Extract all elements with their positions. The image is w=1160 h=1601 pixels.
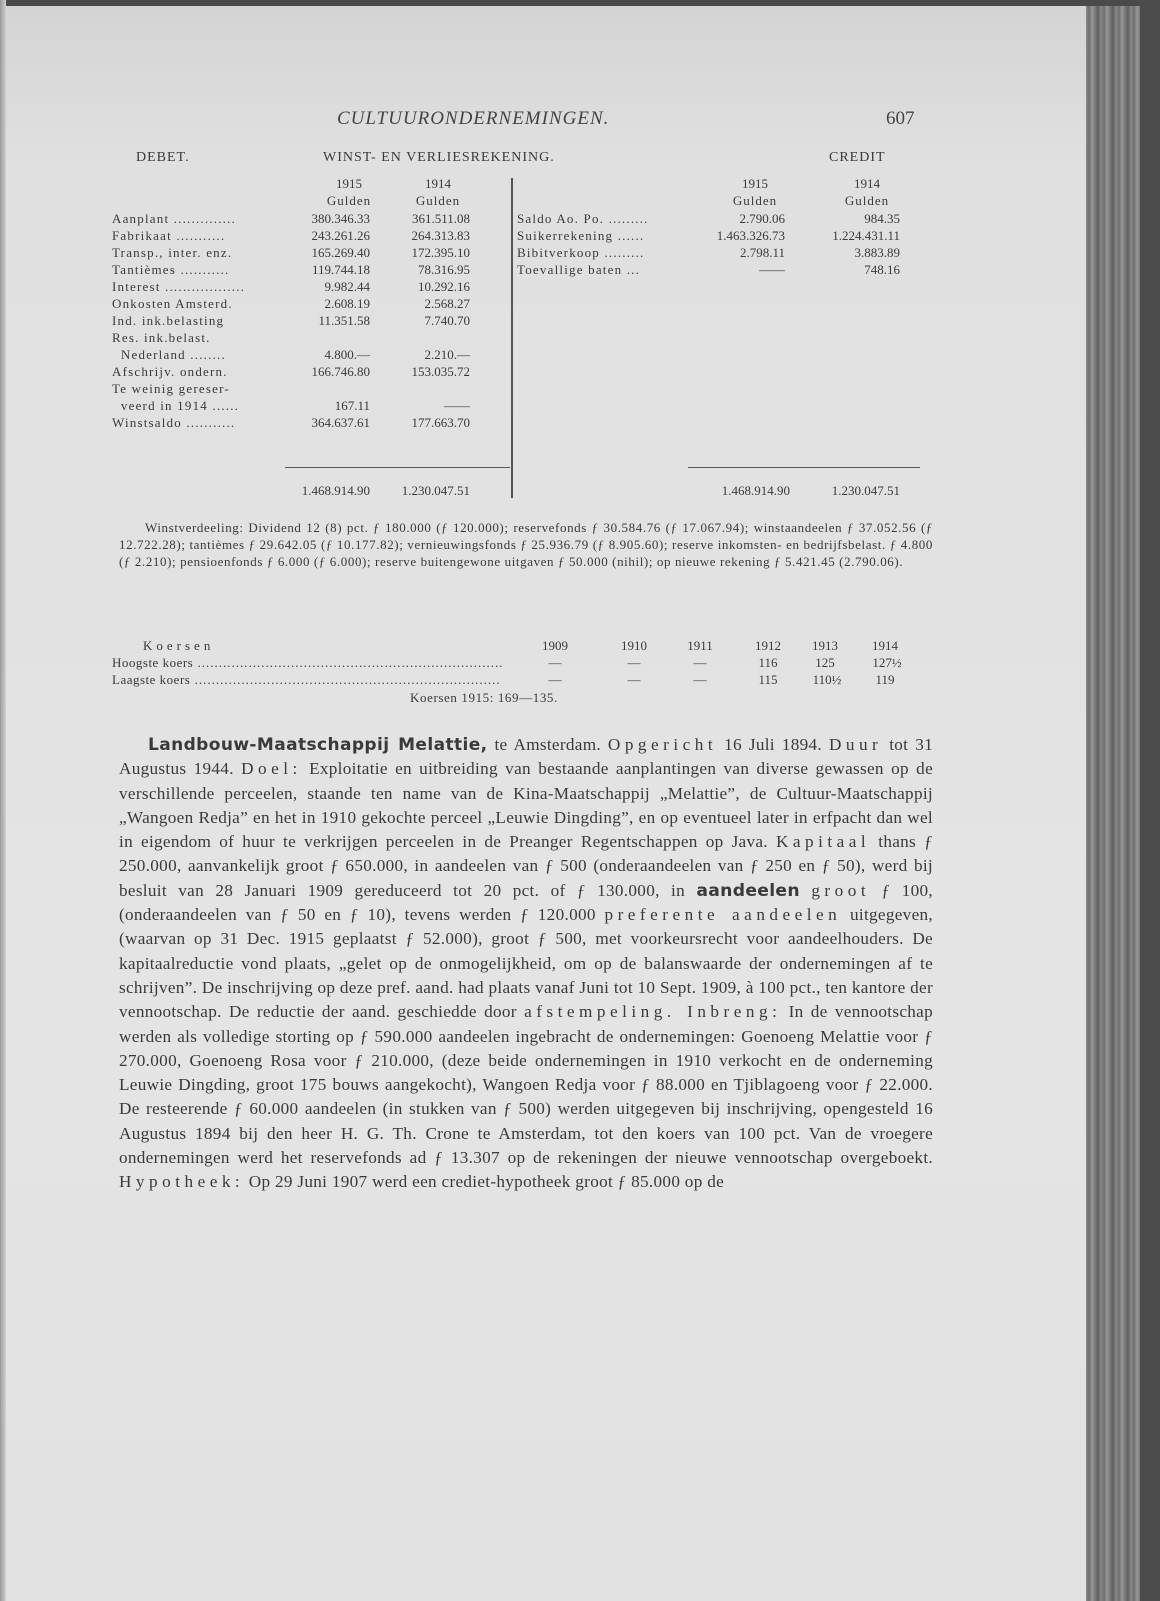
bold-aandeelen: aandeelen <box>696 880 800 901</box>
debet-currency-1915: Gulden <box>326 193 372 208</box>
credit-row-1915: —— <box>759 262 785 277</box>
section-label-opgericht: Opgericht <box>607 735 718 754</box>
koersen-row-label: Hoogste koers ........................................................................ <box>112 655 504 670</box>
credit-total-rule <box>688 467 920 468</box>
debet-row-1914: 361.511.08 <box>411 211 470 226</box>
debet-row-1915: 167.11 <box>334 398 370 413</box>
koersen-low-value: 115 <box>758 672 778 687</box>
debet-year-1915: 1915 <box>336 176 362 191</box>
debet-row-1914: 264.313.83 <box>411 228 470 243</box>
company-name: Landbouw-Maatschappij Melattie, <box>148 735 488 755</box>
debet-total-1915: 1.468.914.90 <box>301 483 370 498</box>
debet-row-label: Transp., inter. enz. <box>112 245 233 260</box>
debet-row-label: Nederland ........ <box>112 347 226 362</box>
debet-row-label: Res. ink.belast. <box>112 330 211 345</box>
debet-row-1914: 2.210.— <box>424 347 470 362</box>
koersen-year: 1910 <box>621 638 647 653</box>
debet-row-1915: 166.746.80 <box>311 364 370 379</box>
debet-row-1915: 165.269.40 <box>311 245 370 260</box>
debet-row-1914: 7.740.70 <box>424 313 470 328</box>
koersen-year: 1911 <box>687 638 713 653</box>
credit-row-1914: 1.224.431.11 <box>832 228 900 243</box>
profit-distribution-text: Winstverdeeling: Dividend 12 (8) pct. ƒ 180.000 (ƒ 120.000); reservefonds ƒ 30.584.76 (ƒ 17.067.94); winstaandeelen ƒ 37.052.56 (ƒ 12.722.28); tantièmes ƒ 29.642.05 (ƒ 10.177.82); vernieuwingsfonds ƒ 25.936.79 (ƒ 8.905.60); reserve inkomsten- en bedrijfsbelast. ƒ 4.800 (ƒ 2.210); pensioenfonds ƒ 6.000 (ƒ 6.000); reserve buitengewone uitgaven ƒ 50.000 (nihil); op nieuwe rekening ƒ 5.421.45 (2.790.06). <box>119 520 933 569</box>
koersen-low-value: — <box>627 672 641 687</box>
koersen-year: 1913 <box>812 638 838 653</box>
debet-row-label: Winstsaldo ........... <box>112 415 236 430</box>
account-title: WINST- EN VERLIESREKENING. <box>323 150 555 165</box>
credit-row-1915: 1.463.326.73 <box>716 228 785 243</box>
koersen-year: 1914 <box>872 638 898 653</box>
debet-total-rule <box>285 467 510 468</box>
credit-row-label: Toevallige baten ... <box>517 262 641 277</box>
debet-row-label: Te weinig gereser- <box>112 381 230 396</box>
credit-currency-1915: Gulden <box>732 193 778 208</box>
credit-total-1915: 1.468.914.90 <box>721 483 790 498</box>
debet-row-label: Fabrikaat ........... <box>112 228 226 243</box>
credit-year-1914: 1914 <box>854 176 880 191</box>
spaced-groot: groot <box>811 880 871 900</box>
credit-row-1915: 2.798.11 <box>739 245 785 260</box>
koersen-high-value: — <box>627 655 641 670</box>
koersen-high-value: — <box>548 655 562 670</box>
credit-label: CREDIT <box>829 150 886 165</box>
credit-row-label: Suikerrekening ...... <box>517 228 645 243</box>
koersen-title: Koersen <box>143 638 215 653</box>
koersen-low-value: — <box>693 672 707 687</box>
koersen-high-value: 116 <box>758 655 778 670</box>
koersen-high-value: — <box>693 655 707 670</box>
debet-row-label: Ind. ink.belasting <box>112 313 225 328</box>
debet-currency-1914: Gulden <box>415 193 461 208</box>
company-entry <box>119 733 933 1195</box>
koersen-low-value: 119 <box>875 672 895 687</box>
debet-row-1915: 119.744.18 <box>311 262 370 277</box>
debet-row-1915: 2.608.19 <box>324 296 370 311</box>
debet-row-label: Afschrijv. ondern. <box>112 364 228 379</box>
credit-total-1914: 1.230.047.51 <box>831 483 900 498</box>
account-divider <box>511 178 513 498</box>
debet-row-label: Tantièmes ........... <box>112 262 230 277</box>
debet-row-1915: 380.346.33 <box>311 211 370 226</box>
debet-row-label: Aanplant .............. <box>112 211 237 226</box>
debet-row-1915: 9.982.44 <box>324 279 370 294</box>
debet-row-1915: 243.261.26 <box>311 228 370 243</box>
koersen-high-value: 127½ <box>872 655 902 670</box>
profit-distribution <box>119 520 933 570</box>
credit-row-1915: 2.790.06 <box>739 211 785 226</box>
credit-row-1914: 748.16 <box>864 262 900 277</box>
debet-row-label: Interest .................. <box>112 279 246 294</box>
debet-total-1914: 1.230.047.51 <box>401 483 470 498</box>
koersen-year: 1909 <box>542 638 568 653</box>
credit-currency-1914: Gulden <box>844 193 890 208</box>
credit-row-label: Bibitverkoop ......... <box>517 245 645 260</box>
section-label-doel: Doel: <box>241 759 302 779</box>
credit-row-label: Saldo Ao. Po. ......... <box>517 211 649 226</box>
credit-row-1914: 3.883.89 <box>854 245 900 260</box>
debet-row-1914: 153.035.72 <box>411 364 470 379</box>
debet-year-1914: 1914 <box>425 176 451 191</box>
debet-row-1914: 177.663.70 <box>411 415 470 430</box>
debet-row-1914: 78.316.95 <box>418 262 470 277</box>
section-label-duur: Duur <box>828 735 883 754</box>
koersen-high-value: 125 <box>815 655 835 670</box>
debet-row-1914: 2.568.27 <box>424 296 470 311</box>
debet-row-label: veerd in 1914 ...... <box>112 398 240 413</box>
credit-year-1915: 1915 <box>742 176 768 191</box>
koersen-year: 1912 <box>755 638 781 653</box>
running-title: CULTUURONDERNEMINGEN. <box>337 108 610 129</box>
koersen-low-value: — <box>548 672 562 687</box>
koersen-low-value: 110½ <box>812 672 842 687</box>
debet-row-label: Onkosten Amsterd. <box>112 296 233 311</box>
debet-row-1914: —— <box>444 398 470 413</box>
debet-row-1915: 4.800.— <box>324 347 370 362</box>
section-label-hypotheek: Hypotheek: <box>119 1172 245 1192</box>
koersen-1915-note: Koersen 1915: 169—135. <box>410 690 558 705</box>
section-label-inbreng: afstempeling. Inbreng: <box>524 1002 782 1022</box>
debet-row-1914: 172.395.10 <box>411 245 470 260</box>
debet-row-1915: 364.637.61 <box>311 415 370 430</box>
debet-row-1914: 10.292.16 <box>418 279 470 294</box>
koersen-row-label: Laagste koers ........................................................................ <box>112 672 501 687</box>
page-number: 607 <box>886 108 915 129</box>
debet-row-1915: 11.351.58 <box>318 313 370 328</box>
book-spine-shadow <box>1140 0 1160 1601</box>
section-label-kapitaal: Kapitaal <box>775 832 871 852</box>
spaced-preferente-aandeelen: preferente aandeelen <box>604 905 842 925</box>
credit-row-1914: 984.35 <box>864 211 900 226</box>
debet-label: DEBET. <box>136 150 190 165</box>
company-entry-text: Landbouw-Maatschappij Melattie, te Amsterdam. Opgericht 16 Juli 1894. Duur tot 31 Augustus 1944. Doel: Exploitatie en uitbreiding van bestaande aanplantingen van diverse gewassen op de verschillende perceelen, staande ten name van de Kina-Maatschappij „Melattie”, de Cultuur-Maatschappij „Wangoen Redja” en het in 1910 gekochte perceel „Leuwie Dingding”, en op eventueel later in erfpacht dan wel in eigendom of huur te verkrijgen perceelen in de Preanger Regentschappen op Java. Kapitaal thans ƒ 250.000, aanvankelijk groot ƒ 650.000, in aandeelen van ƒ 500 (onderaandeelen van ƒ 250 en ƒ 50), werd bij besluit van 28 Januari 1909 gereduceerd tot 20 pct. of ƒ 130.000, in aandeelen groot ƒ 100, (onderaandeelen van ƒ 50 en ƒ 10), tevens werden ƒ 120.000 preferente aandeelen uitgegeven, (waarvan op 31 Dec. 1915 geplaatst ƒ 52.000), groot ƒ 500, met voorkeursrecht voor aandeelhouders. De kapitaalreductie vond plaats, „gelet op de onmogelijkheid, om op de balanswaarde der ondernemingen af te schrijven”. De inschrijving op deze pref. aand. had plaats vanaf Juni tot 10 Sept. 1909, à 100 pct., ten kantore der vennootschap. De reductie der aand. geschiedde door afstempeling. Inbreng: In de vennootschap werden als volledige storting op ƒ 590.000 aandeelen ingebracht de ondernemingen: Goenoeng Melattie voor ƒ 270.000, Goenoeng Rosa voor ƒ 210.000, (deze beide ondernemingen in 1910 verkocht en de onderneming Leuwie Dingding, groot 175 bouws aangekocht), Wangoen Redja voor ƒ 88.000 en Tjiblagoeng voor ƒ 22.000. De resteerende ƒ 60.000 aandeelen (in stukken van ƒ 500) werden uitgegeven bij inschrijving, opengesteld 16 Augustus 1894 bij den heer H. G. Th. Crone te Amsterdam, tot den koers van 100 pct. Van de vroegere ondernemingen werd het reservefonds ad ƒ 13.307 op de rekeningen der nieuwe vennootschap overgeboekt. Hypotheek: Op 29 Juni 1907 werd een crediet-hypotheek groot ƒ 85.000 op de <box>119 735 934 1192</box>
